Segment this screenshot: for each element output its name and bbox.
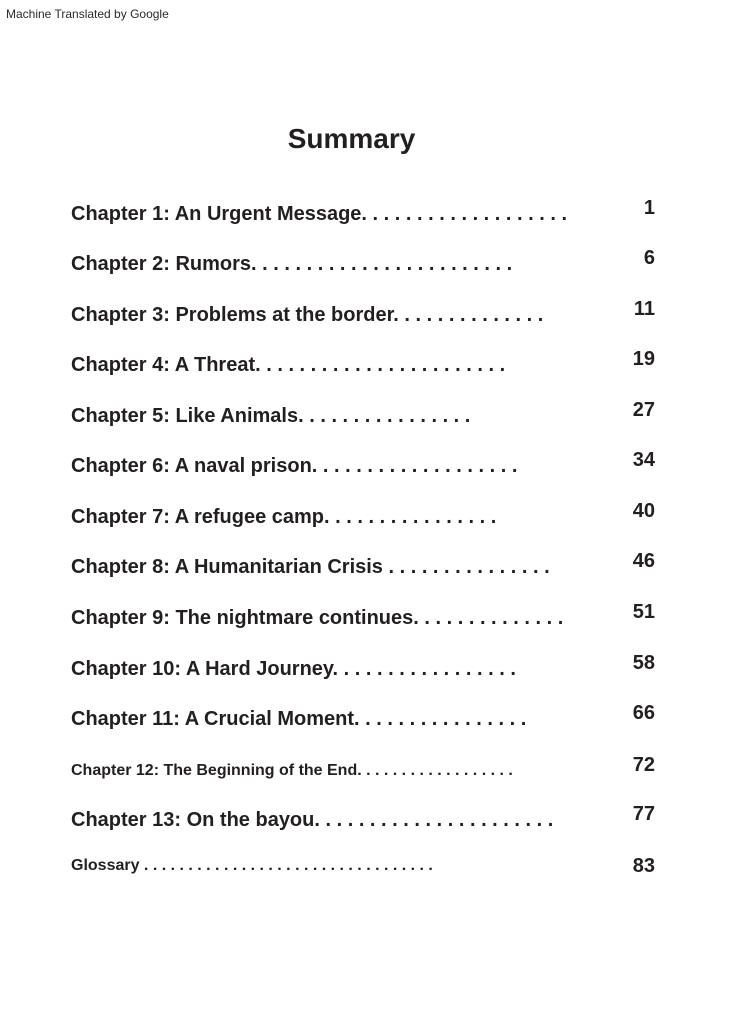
- toc-entry[interactable]: [0, 247, 735, 293]
- toc-entry[interactable]: [0, 803, 735, 849]
- toc-entry[interactable]: [0, 348, 735, 394]
- toc-entry[interactable]: [0, 754, 735, 800]
- toc-entry-label: Chapter 6: A naval prison. . . . . . . . . . . . . . . . . . .: [71, 455, 518, 477]
- toc-entry-label: Chapter 13: On the bayou. . . . . . . . . . . . . . . . . . . . . .: [71, 809, 554, 831]
- toc-entry-label: Chapter 5: Like Animals. . . . . . . . . . . . . . . .: [71, 405, 471, 427]
- toc-entry-page: 1: [643, 197, 655, 219]
- toc-entry-page: 34: [632, 449, 655, 471]
- toc-entry-label: Chapter 9: The nightmare continues. . . . . . . . . . . . . .: [71, 607, 564, 629]
- toc-entry[interactable]: [0, 601, 735, 647]
- toc-entry-page: 77: [632, 803, 655, 825]
- toc-entry-page: 51: [632, 601, 655, 623]
- toc-entry[interactable]: [0, 702, 735, 748]
- toc-entry-page: 58: [632, 652, 655, 674]
- toc-entry-label: Chapter 11: A Crucial Moment. . . . . . . . . . . . . . . .: [71, 708, 527, 730]
- toc-entry-page: 27: [632, 399, 655, 421]
- toc-entry-page: 66: [632, 702, 655, 724]
- toc-entry-label: Chapter 2: Rumors. . . . . . . . . . . . . . . . . . . . . . . .: [71, 253, 513, 275]
- toc-entry-label: Glossary . . . . . . . . . . . . . . . . . . . . . . . . . . . . . . . . .: [71, 857, 433, 874]
- toc-entry-page: 83: [632, 855, 655, 877]
- toc-entry[interactable]: [0, 298, 735, 344]
- toc-entry-label: Chapter 3: Problems at the border. . . . . . . . . . . . . .: [71, 304, 544, 326]
- toc-entry[interactable]: [0, 550, 735, 596]
- machine-translation-notice: Machine Translated by Google: [6, 7, 169, 21]
- toc-entry[interactable]: [0, 652, 735, 698]
- toc-entry-page: 72: [632, 754, 655, 776]
- toc-entry-page: 6: [643, 247, 655, 269]
- toc-entry-label: Chapter 7: A refugee camp. . . . . . . . . . . . . . . .: [71, 506, 497, 528]
- toc-entry-page: 46: [632, 550, 655, 572]
- toc-entry-page: 11: [633, 298, 655, 320]
- toc-entry[interactable]: [0, 197, 735, 243]
- toc-entry[interactable]: [0, 449, 735, 495]
- toc-entry-page: 40: [632, 500, 655, 522]
- toc-entry-label: Chapter 1: An Urgent Message. . . . . . . . . . . . . . . . . . .: [71, 203, 568, 225]
- page-title: Summary: [287, 123, 416, 154]
- toc-entry[interactable]: [0, 500, 735, 546]
- toc-entry-page: 19: [632, 348, 655, 370]
- toc-entry[interactable]: [0, 399, 735, 445]
- toc-entry[interactable]: [0, 855, 735, 895]
- toc-entry-label: Chapter 10: A Hard Journey. . . . . . . . . . . . . . . . .: [71, 658, 516, 680]
- toc-entry-label: Chapter 4: A Threat. . . . . . . . . . . . . . . . . . . . . . .: [71, 354, 506, 376]
- toc-entry-label: Chapter 12: The Beginning of the End. . . . . . . . . . . . . . . . . .: [71, 762, 513, 779]
- toc-entry-label: Chapter 8: A Humanitarian Crisis . . . . . . . . . . . . . . .: [71, 556, 550, 578]
